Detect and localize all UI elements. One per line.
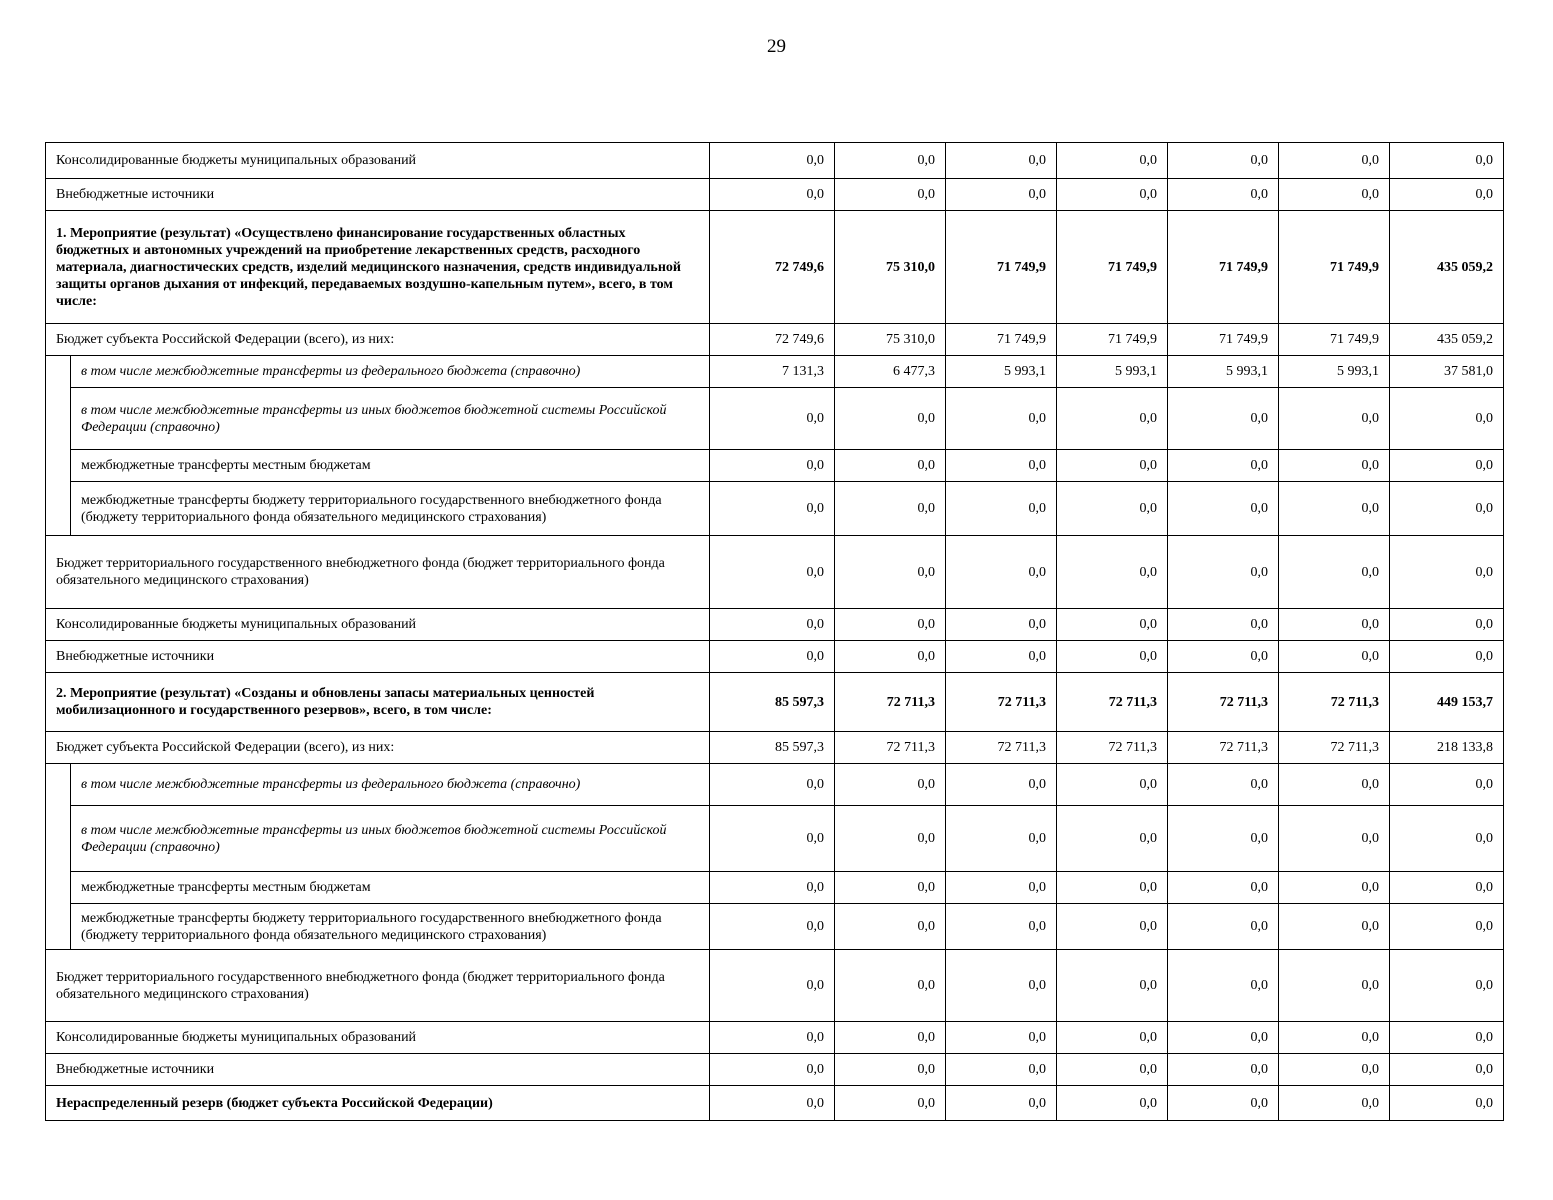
value-cell: 0,0 [1168,904,1279,950]
value-cell: 0,0 [835,1022,946,1054]
value-cell: 0,0 [835,1086,946,1121]
total-cell: 0,0 [1390,641,1504,673]
value-cell: 0,0 [835,536,946,609]
total-cell: 435 059,2 [1390,324,1504,356]
total-cell: 0,0 [1390,179,1504,211]
value-cell: 0,0 [835,388,946,450]
value-cell: 0,0 [1279,1054,1390,1086]
table-row [46,388,1504,450]
value-cell: 0,0 [946,806,1057,872]
row-label: в том числе межбюджетные трансферты из иных бюджетов бюджетной системы Российской Федерации (справочно) [71,388,710,450]
value-cell: 0,0 [946,1054,1057,1086]
value-cell: 0,0 [1168,950,1279,1022]
value-cell: 0,0 [1057,904,1168,950]
table-row [46,1086,1504,1121]
value-cell: 0,0 [1057,872,1168,904]
value-cell: 0,0 [835,806,946,872]
value-cell: 5 993,1 [1279,356,1390,388]
row-label: межбюджетные трансферты местным бюджетам [71,872,710,904]
value-cell: 0,0 [835,1054,946,1086]
row-label: 2. Мероприятие (результат) «Созданы и обновлены запасы материальных ценностей мобилизационного и государственного резервов», всего, в том числе: [46,673,710,732]
value-cell: 0,0 [835,143,946,179]
row-label: Бюджет территориального государственного внебюджетного фонда (бюджет территориального фонда обязательного медицинского страхования) [46,536,710,609]
value-cell: 0,0 [710,536,835,609]
value-cell: 0,0 [1168,806,1279,872]
table-row [46,536,1504,609]
row-label: Консолидированные бюджеты муниципальных образований [46,609,710,641]
value-cell: 0,0 [710,179,835,211]
value-cell: 72 711,3 [1168,732,1279,764]
value-cell: 72 711,3 [1279,673,1390,732]
value-cell: 0,0 [1279,1086,1390,1121]
value-cell: 0,0 [835,641,946,673]
total-cell: 0,0 [1390,950,1504,1022]
value-cell: 0,0 [1057,806,1168,872]
value-cell: 71 749,9 [1279,211,1390,324]
row-label: Бюджет территориального государственного внебюджетного фонда (бюджет территориального фонда обязательного медицинского страхования) [46,950,710,1022]
value-cell: 71 749,9 [1279,324,1390,356]
value-cell: 0,0 [1279,450,1390,482]
total-cell: 0,0 [1390,143,1504,179]
value-cell: 72 711,3 [835,673,946,732]
value-cell: 0,0 [946,482,1057,536]
value-cell: 0,0 [946,904,1057,950]
row-label: 1. Мероприятие (результат) «Осуществлено финансирование государственных областных бюджетных и автономных учреждений на приобретение лекарственных средств, расходного материала, диагностических средств, изделий медицинского назначения, средств индивидуальной защиты органов дыхания от инфекций, передаваемых воздушно-капельным путем», всего, в том числе: [46,211,710,324]
value-cell: 0,0 [1168,179,1279,211]
value-cell: 0,0 [1168,1086,1279,1121]
value-cell: 6 477,3 [835,356,946,388]
value-cell: 0,0 [1057,1086,1168,1121]
value-cell: 0,0 [1279,806,1390,872]
value-cell: 0,0 [1057,179,1168,211]
value-cell: 72 749,6 [710,211,835,324]
value-cell: 0,0 [710,904,835,950]
value-cell: 0,0 [1057,609,1168,641]
table-row [46,1054,1504,1086]
table-row [46,324,1504,356]
value-cell: 72 711,3 [946,673,1057,732]
value-cell: 0,0 [1279,536,1390,609]
total-cell: 0,0 [1390,388,1504,450]
value-cell: 0,0 [1168,641,1279,673]
value-cell: 0,0 [710,143,835,179]
value-cell: 0,0 [1279,1022,1390,1054]
total-cell: 435 059,2 [1390,211,1504,324]
value-cell: 0,0 [1168,1022,1279,1054]
value-cell: 0,0 [710,609,835,641]
value-cell: 0,0 [1279,143,1390,179]
value-cell: 0,0 [710,872,835,904]
value-cell: 0,0 [1279,482,1390,536]
value-cell: 0,0 [946,450,1057,482]
value-cell: 71 749,9 [946,324,1057,356]
value-cell: 0,0 [1057,450,1168,482]
table-row [46,179,1504,211]
value-cell: 0,0 [1168,1054,1279,1086]
indent-cell [46,356,71,536]
value-cell: 0,0 [710,1022,835,1054]
row-label: в том числе межбюджетные трансферты из федерального бюджета (справочно) [71,356,710,388]
value-cell: 0,0 [1057,764,1168,806]
value-cell: 75 310,0 [835,324,946,356]
value-cell: 0,0 [1057,536,1168,609]
value-cell: 0,0 [1168,388,1279,450]
table-row [46,211,1504,324]
total-cell: 0,0 [1390,482,1504,536]
table-row [46,904,1504,950]
value-cell: 0,0 [835,609,946,641]
row-label: Бюджет субъекта Российской Федерации (всего), из них: [46,732,710,764]
value-cell: 0,0 [1279,950,1390,1022]
table-row [46,641,1504,673]
value-cell: 0,0 [1057,950,1168,1022]
value-cell: 71 749,9 [1057,324,1168,356]
page-number: 29 [767,36,786,57]
value-cell: 0,0 [1279,764,1390,806]
value-cell: 0,0 [1168,872,1279,904]
value-cell: 0,0 [710,806,835,872]
value-cell: 0,0 [710,450,835,482]
table-row [46,482,1504,536]
total-cell: 0,0 [1390,1086,1504,1121]
value-cell: 0,0 [1168,450,1279,482]
total-cell: 0,0 [1390,609,1504,641]
total-cell: 0,0 [1390,904,1504,950]
value-cell: 0,0 [710,1054,835,1086]
value-cell: 0,0 [835,764,946,806]
value-cell: 0,0 [835,950,946,1022]
table-row [46,806,1504,872]
value-cell: 72 711,3 [1057,673,1168,732]
value-cell: 71 749,9 [1057,211,1168,324]
value-cell: 0,0 [946,179,1057,211]
total-cell: 0,0 [1390,536,1504,609]
value-cell: 0,0 [710,1086,835,1121]
value-cell: 0,0 [1168,536,1279,609]
value-cell: 71 749,9 [1168,324,1279,356]
total-cell: 0,0 [1390,872,1504,904]
value-cell: 0,0 [1168,143,1279,179]
value-cell: 0,0 [835,872,946,904]
row-label: в том числе межбюджетные трансферты из федерального бюджета (справочно) [71,764,710,806]
value-cell: 0,0 [1279,641,1390,673]
value-cell: 0,0 [1168,609,1279,641]
table-row [46,609,1504,641]
table-row [46,143,1504,179]
total-cell: 0,0 [1390,1054,1504,1086]
value-cell: 0,0 [946,388,1057,450]
row-label: Внебюджетные источники [46,641,710,673]
total-cell: 0,0 [1390,1022,1504,1054]
value-cell: 72 711,3 [946,732,1057,764]
value-cell: 0,0 [835,450,946,482]
value-cell: 0,0 [946,641,1057,673]
value-cell: 0,0 [1057,641,1168,673]
value-cell: 0,0 [710,641,835,673]
value-cell: 72 711,3 [1057,732,1168,764]
value-cell: 0,0 [1279,388,1390,450]
value-cell: 0,0 [710,764,835,806]
row-label: Внебюджетные источники [46,179,710,211]
value-cell: 0,0 [1279,179,1390,211]
indent-cell [46,764,71,950]
row-label: Консолидированные бюджеты муниципальных образований [46,143,710,179]
table-row [46,950,1504,1022]
value-cell: 0,0 [946,764,1057,806]
value-cell: 7 131,3 [710,356,835,388]
value-cell: 0,0 [946,950,1057,1022]
value-cell: 0,0 [946,536,1057,609]
value-cell: 0,0 [1057,1022,1168,1054]
total-cell: 37 581,0 [1390,356,1504,388]
value-cell: 71 749,9 [1168,211,1279,324]
total-cell: 449 153,7 [1390,673,1504,732]
value-cell: 72 711,3 [1279,732,1390,764]
value-cell: 0,0 [1279,904,1390,950]
row-label: в том числе межбюджетные трансферты из иных бюджетов бюджетной системы Российской Федерации (справочно) [71,806,710,872]
value-cell: 5 993,1 [1168,356,1279,388]
value-cell: 0,0 [946,872,1057,904]
row-label: межбюджетные трансферты местным бюджетам [71,450,710,482]
value-cell: 72 749,6 [710,324,835,356]
value-cell: 0,0 [835,482,946,536]
value-cell: 0,0 [710,950,835,1022]
table-row [46,1022,1504,1054]
value-cell: 0,0 [835,179,946,211]
value-cell: 0,0 [1057,1054,1168,1086]
row-label: межбюджетные трансферты бюджету территориального государственного внебюджетного фонда (бюджету территориального фонда обязательного медицинского страхования) [71,482,710,536]
table-row [46,732,1504,764]
value-cell: 0,0 [1279,872,1390,904]
row-label: Бюджет субъекта Российской Федерации (всего), из них: [46,324,710,356]
value-cell: 0,0 [1057,388,1168,450]
value-cell: 0,0 [1168,764,1279,806]
total-cell: 0,0 [1390,450,1504,482]
table-row [46,450,1504,482]
table-row [46,673,1504,732]
row-label: Нераспределенный резерв (бюджет субъекта Российской Федерации) [46,1086,710,1121]
table-row [46,764,1504,806]
row-label: Внебюджетные источники [46,1054,710,1086]
value-cell: 0,0 [710,388,835,450]
value-cell: 0,0 [835,904,946,950]
value-cell: 0,0 [946,1086,1057,1121]
budget-table [45,142,1504,1121]
total-cell: 218 133,8 [1390,732,1504,764]
value-cell: 5 993,1 [1057,356,1168,388]
value-cell: 72 711,3 [1168,673,1279,732]
value-cell: 0,0 [946,143,1057,179]
value-cell: 85 597,3 [710,732,835,764]
total-cell: 0,0 [1390,764,1504,806]
value-cell: 0,0 [946,609,1057,641]
total-cell: 0,0 [1390,806,1504,872]
value-cell: 75 310,0 [835,211,946,324]
value-cell: 0,0 [1057,143,1168,179]
table-row [46,872,1504,904]
value-cell: 5 993,1 [946,356,1057,388]
value-cell: 0,0 [710,482,835,536]
value-cell: 0,0 [946,1022,1057,1054]
value-cell: 71 749,9 [946,211,1057,324]
row-label: межбюджетные трансферты бюджету территориального государственного внебюджетного фонда (бюджету территориального фонда обязательного медицинского страхования) [71,904,710,950]
value-cell: 0,0 [1168,482,1279,536]
value-cell: 0,0 [1057,482,1168,536]
value-cell: 0,0 [1279,609,1390,641]
row-label: Консолидированные бюджеты муниципальных образований [46,1022,710,1054]
value-cell: 85 597,3 [710,673,835,732]
table-row [46,356,1504,388]
value-cell: 72 711,3 [835,732,946,764]
